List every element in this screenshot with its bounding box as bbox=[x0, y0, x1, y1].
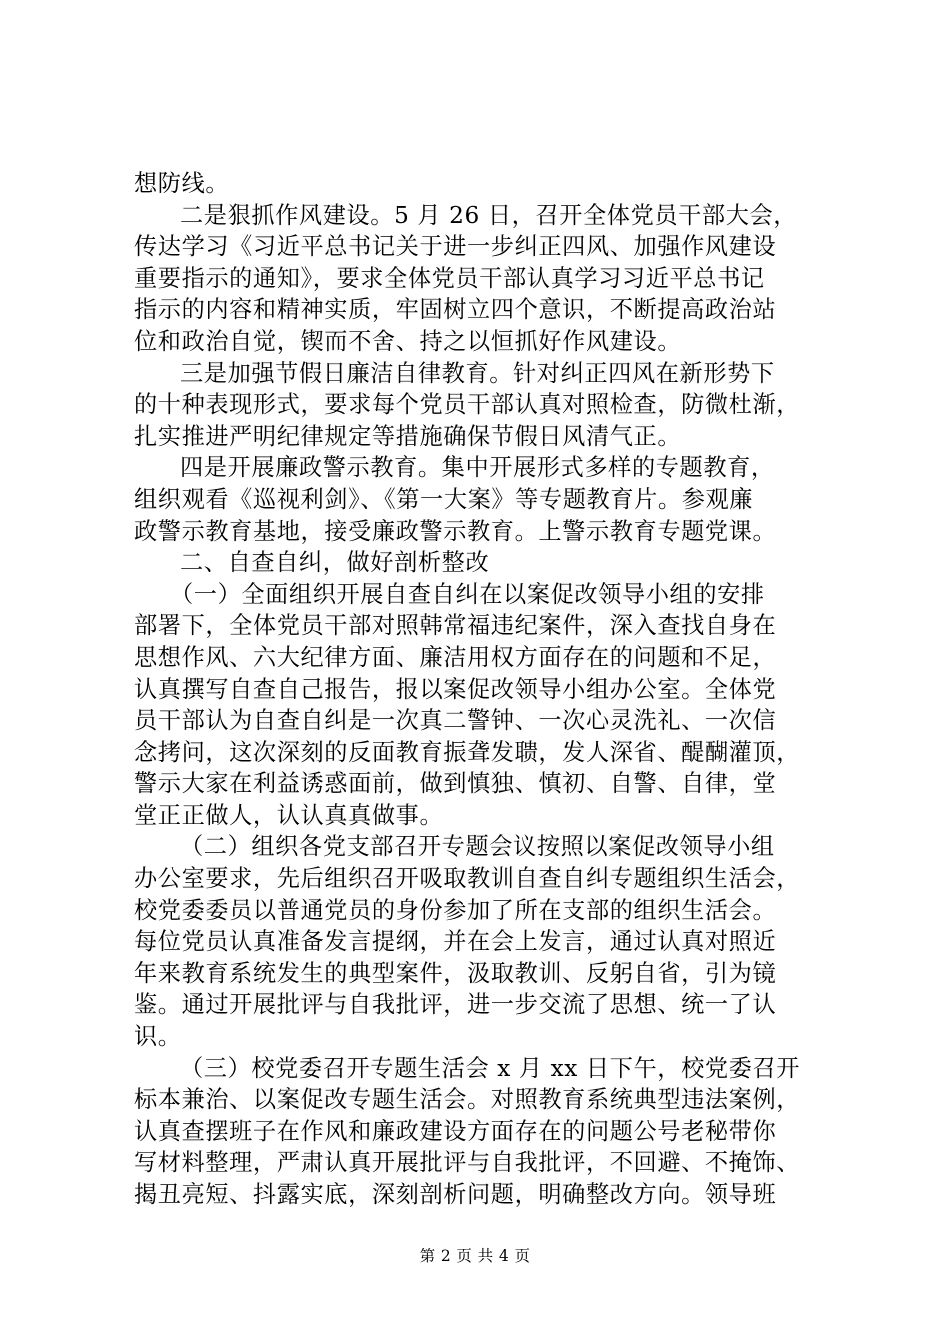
text-line: 政警示教育基地，接受廉政警示教育。上警示教育专题党课。 bbox=[134, 517, 777, 545]
text-line: 扎实推进严明纪律规定等措施确保节假日风清气正。 bbox=[134, 422, 682, 450]
text-line: 写材料整理，严肃认真开展批评与自我批评，不回避、不掩饰、 bbox=[134, 1149, 801, 1177]
text-line: 的十种表现形式，要求每个党员干部认真对照检查，防微杜渐， bbox=[134, 391, 801, 419]
text-line: 警示大家在利益诱惑面前，做到慎独、慎初、自警、自律，堂 bbox=[134, 770, 777, 798]
text-line: 办公室要求，先后组织召开吸取教训自查自纠专题组织生活会， bbox=[134, 865, 801, 893]
text-line: 组织观看《巡视利剑》、《第一大案》等专题教育片。参观廉 bbox=[134, 485, 754, 513]
text-line: 员干部认为自查自纠是一次真二警钟、一次心灵洗礼、一次信 bbox=[134, 707, 777, 735]
text-line: 三是加强节假日廉洁自律教育。针对纠正四风在新形势下 bbox=[180, 359, 775, 387]
text-line: 标本兼治、以案促改专题生活会。对照教育系统典型违法案例， bbox=[134, 1086, 801, 1114]
section-heading: 二、自查自纠，做好剖析整改 bbox=[180, 549, 490, 577]
text-line: 部署下，全体党员干部对照韩常福违纪案件，深入查找自身在 bbox=[134, 612, 777, 640]
text-line: 二是狠抓作风建设。5 月 26 日，召开全体党员干部大会， bbox=[180, 201, 798, 229]
text-line: 认真查摆班子在作风和廉政建设方面存在的问题公号老秘带你 bbox=[134, 1117, 777, 1145]
text-line: （二）组织各党支部召开专题会议按照以案促改领导小组 bbox=[180, 833, 775, 861]
document-body bbox=[134, 168, 834, 1211]
text-line: 校党委委员以普通党员的身份参加了所在支部的组织生活会。 bbox=[134, 896, 777, 924]
page-footer bbox=[0, 1244, 950, 1266]
text-line: 认真撰写自查自己报告，报以案促改领导小组办公室。全体党 bbox=[134, 675, 777, 703]
text-line: 念拷问，这次深刻的反面教育振聋发聩，发人深省、醍醐灌顶， bbox=[134, 738, 801, 766]
text-line: 识。 bbox=[134, 1023, 182, 1051]
text-line: 指示的内容和精神实质，牢固树立四个意识，不断提高政治站 bbox=[134, 296, 777, 324]
text-line: 传达学习《习近平总书记关于进一步纠正四风、加强作风建设 bbox=[134, 233, 777, 261]
text-line: 年来教育系统发生的典型案件，汲取教训、反躬自省，引为镜 bbox=[134, 959, 777, 987]
page-number-label: 第 2 页 共 4 页 bbox=[419, 1247, 531, 1265]
text-line: 想防线。 bbox=[134, 170, 230, 197]
text-line: （三）校党委召开专题生活会 x 月 xx 日下午，校党委召开 bbox=[180, 1054, 801, 1082]
text-line: 思想作风、六大纪律方面、廉洁用权方面存在的问题和不足， bbox=[134, 643, 777, 671]
text-line: 重要指示的通知》，要求全体党员干部认真学习习近平总书记 bbox=[134, 264, 765, 292]
text-line: 堂正正做人，认认真真做事。 bbox=[134, 801, 444, 829]
text-line: 四是开展廉政警示教育。集中开展形式多样的专题教育， bbox=[180, 454, 775, 482]
text-line: 位和政治自觉，锲而不舍、持之以恒抓好作风建设。 bbox=[134, 327, 682, 355]
text-line: 每位党员认真准备发言提纲，并在会上发言，通过认真对照近 bbox=[134, 928, 777, 956]
text-line: （一）全面组织开展自查自纠在以案促改领导小组的安排 bbox=[170, 580, 765, 608]
text-line: 揭丑亮短、抖露实底，深刻剖析问题，明确整改方向。领导班 bbox=[134, 1181, 777, 1208]
text-line: 鉴。通过开展批评与自我批评，进一步交流了思想、统一了认 bbox=[134, 991, 777, 1019]
